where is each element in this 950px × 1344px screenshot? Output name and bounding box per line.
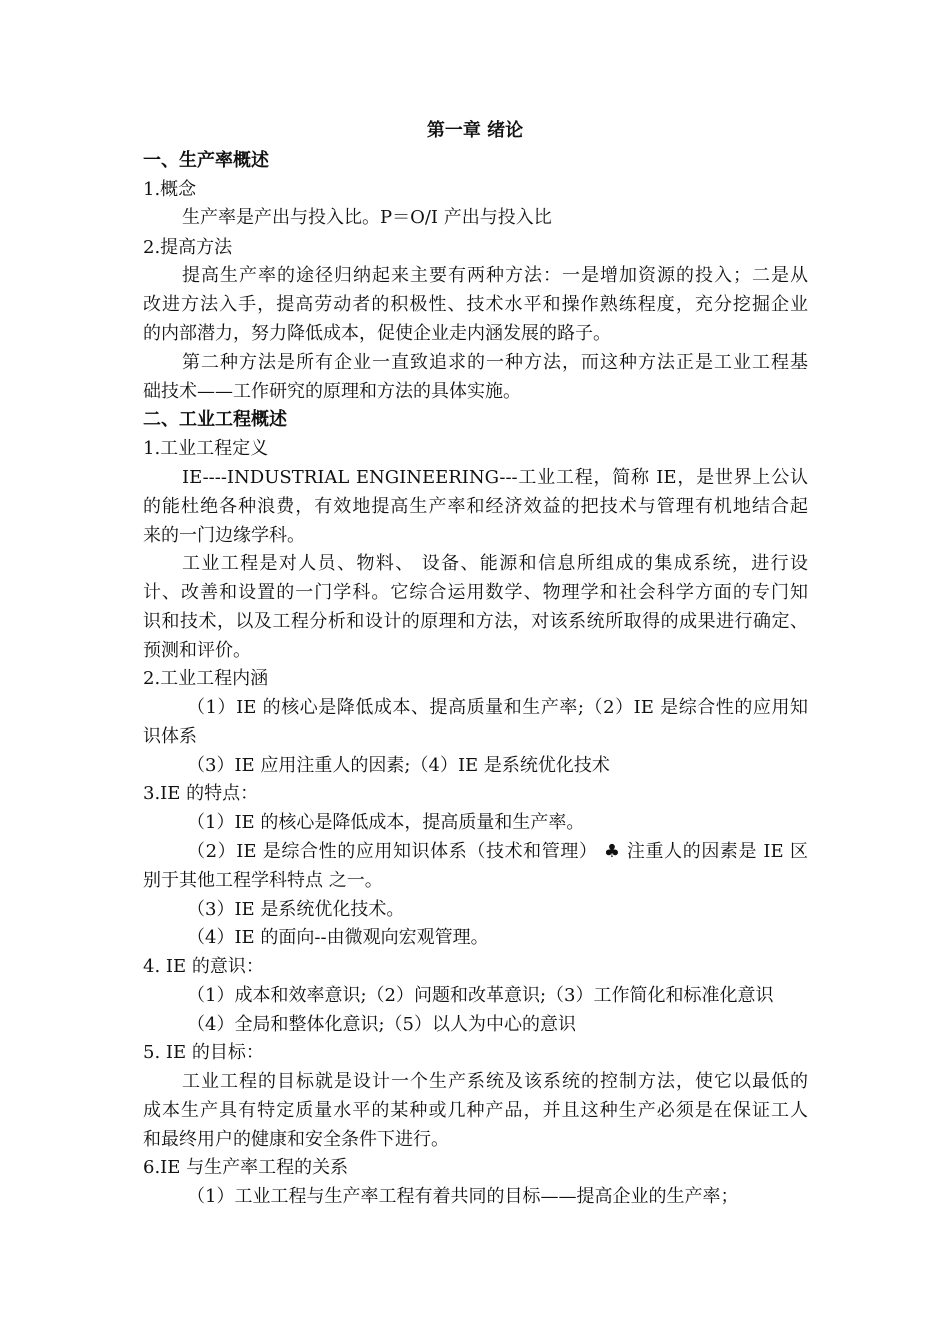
section-heading: 二、工业工程概述 [143, 409, 287, 430]
subsection-heading: 4. IE 的意识： [143, 956, 264, 977]
subsection-heading: 2.工业工程内涵 [143, 668, 269, 689]
subsection-heading: 1.概念 [143, 179, 197, 200]
paragraph-line: 识和技术，以及工程分析和设计的原理和方法，对该系统所取得的成果进行确定、 [143, 611, 808, 632]
section-heading: 一、生产率概述 [143, 150, 269, 171]
paragraph-line: （2）IE 是综合性的应用知识体系（技术和管理） ♣ 注重人的因素是 IE 区 [187, 841, 808, 862]
paragraph-line: 改进方法入手，提高劳动者的积极性、技术水平和操作熟练程度，充分挖掘企业 [143, 294, 808, 315]
paragraph-line: 计、改善和设置的一门学科。它综合运用数学、物理学和社会科学方面的专门知 [143, 582, 808, 603]
paragraph-line: （4）IE 的面向--由微观向宏观管理。 [187, 927, 489, 948]
paragraph-line: （3）IE 应用注重人的因素;（4）IE 是系统优化技术 [187, 755, 610, 776]
paragraph-line: 识体系 [143, 726, 197, 747]
subsection-heading: 3.IE 的特点： [143, 783, 259, 804]
paragraph-line: （1）成本和效率意识;（2）问题和改革意识;（3）工作简化和标准化意识 [187, 985, 774, 1006]
paragraph-line: 预测和评价。 [143, 640, 251, 661]
paragraph-line: （1）IE 的核心是降低成本，提高质量和生产率。 [187, 812, 585, 833]
paragraph-line: 的内部潜力，努力降低成本，促使企业走内涵发展的路子。 [143, 323, 611, 344]
paragraph-line: 第二种方法是所有企业一直致追求的一种方法，而这种方法正是工业工程基 [182, 352, 808, 373]
paragraph-line: （1）IE 的核心是降低成本、提高质量和生产率;（2）IE 是综合性的应用知 [187, 697, 808, 718]
paragraph-line: 的能杜绝各种浪费，有效地提高生产率和经济效益的把技术与管理有机地结合起 [143, 496, 808, 517]
paragraph-line: IE----INDUSTRIAL ENGINEERING---工业工程，简称 IE，是世界上公认 [182, 467, 808, 488]
paragraph-line: （4）全局和整体化意识;（5）以人为中心的意识 [187, 1014, 576, 1035]
paragraph-line: （3）IE 是系统优化技术。 [187, 899, 405, 920]
paragraph-line: 成本生产具有特定质量水平的某种或几种产品，并且这种生产必须是在保证工人 [143, 1100, 808, 1121]
subsection-heading: 2.提高方法 [143, 237, 233, 258]
paragraph-line: 和最终用户的健康和安全条件下进行。 [143, 1129, 449, 1150]
paragraph-line: 别于其他工程学科特点 之一。 [143, 870, 383, 891]
paragraph-line: 生产率是产出与投入比。P＝O/I 产出与投入比 [182, 207, 552, 228]
subsection-heading: 6.IE 与生产率工程的关系 [143, 1157, 349, 1178]
paragraph-line: 来的一门边缘学科。 [143, 525, 305, 546]
paragraph-line: 提高生产率的途径归纳起来主要有两种方法：一是增加资源的投入；二是从 [182, 265, 808, 286]
chapter-title: 第一章 绪论 [426, 120, 524, 141]
subsection-heading: 1.工业工程定义 [143, 438, 269, 459]
paragraph-line: 工业工程的目标就是设计一个生产系统及该系统的控制方法，使它以最低的 [182, 1071, 808, 1092]
paragraph-line: 础技术——工作研究的原理和方法的具体实施。 [143, 381, 521, 402]
paragraph-line: （1）工业工程与生产率工程有着共同的目标——提高企业的生产率； [187, 1186, 739, 1207]
subsection-heading: 5. IE 的目标： [143, 1042, 264, 1063]
paragraph-line: 工业工程是对人员、物料、 设备、能源和信息所组成的集成系统，进行设 [182, 553, 808, 574]
